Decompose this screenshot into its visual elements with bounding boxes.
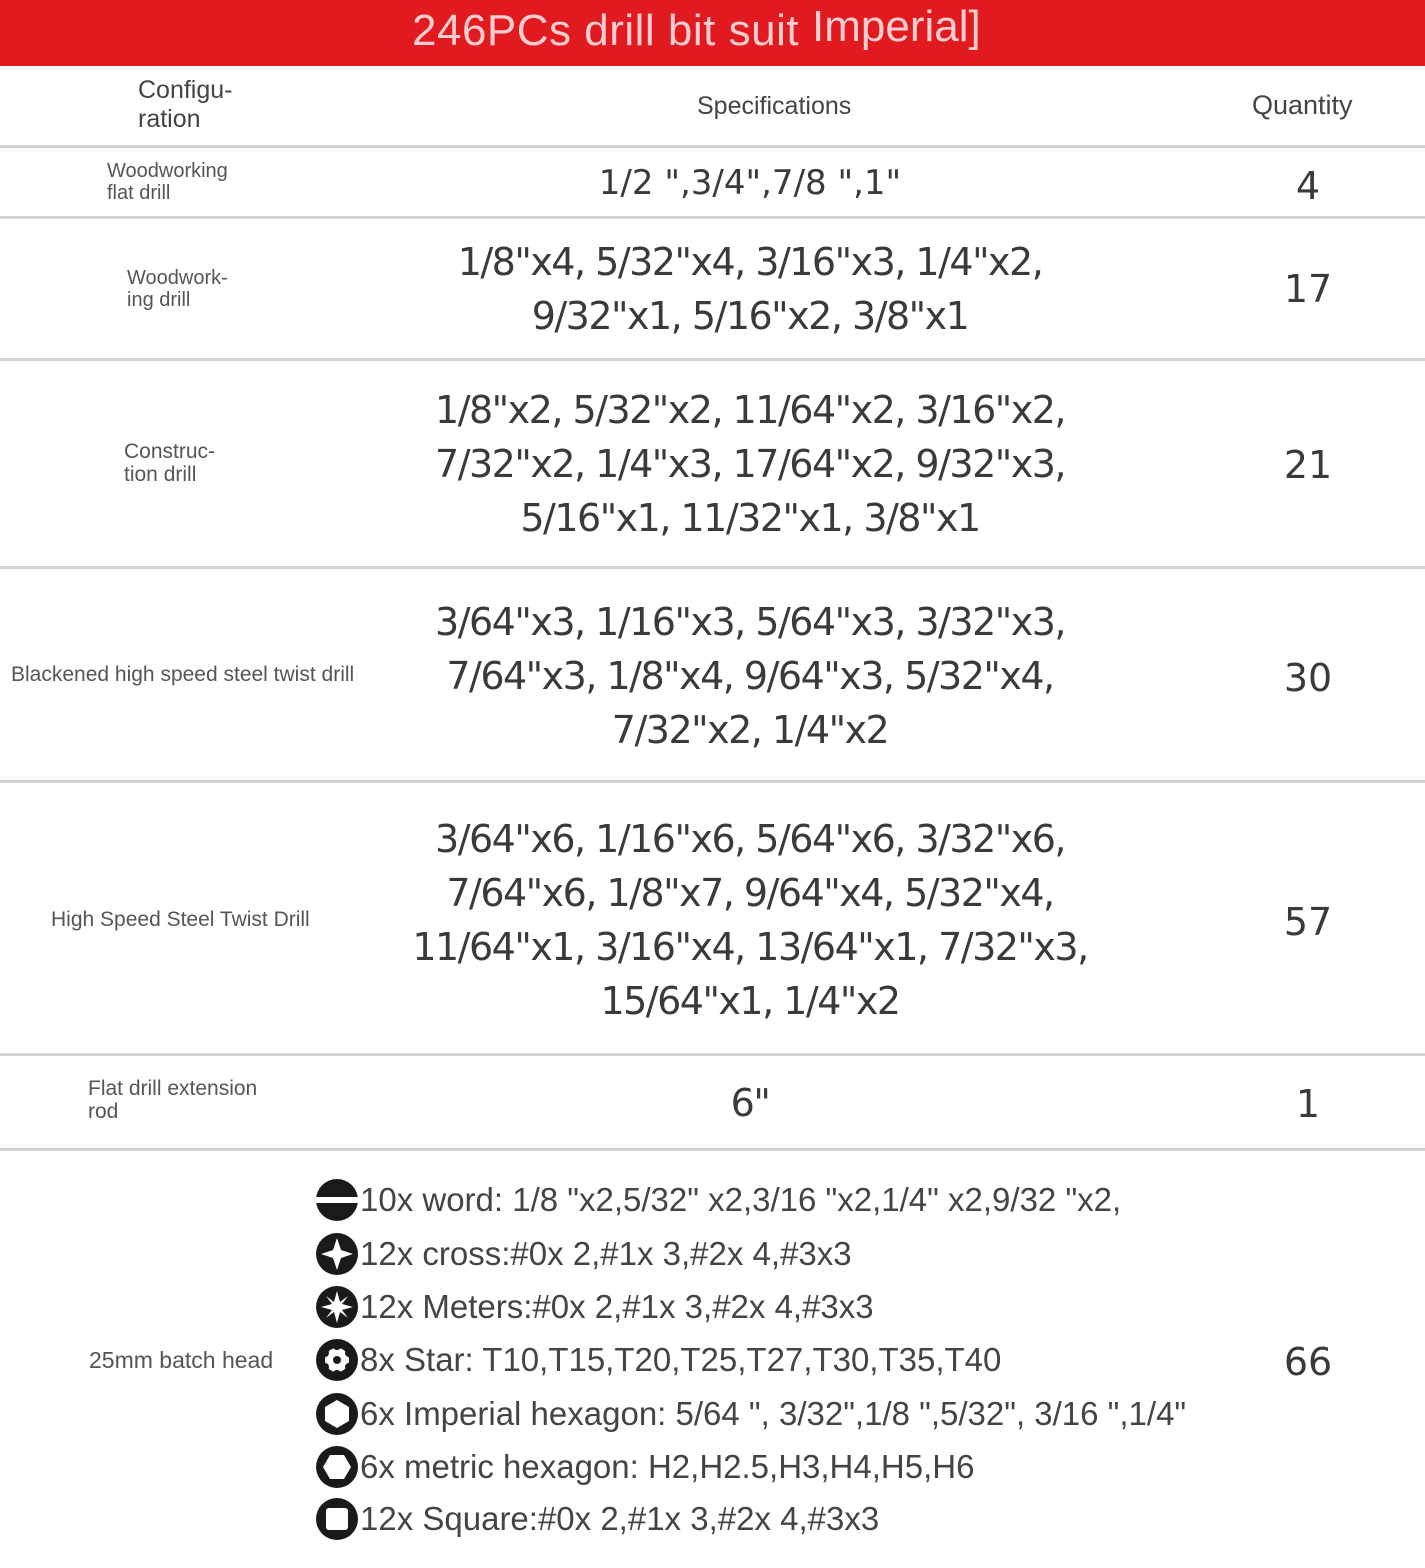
row-spec: 6" bbox=[730, 1081, 770, 1125]
row-config: Construc- tion drill bbox=[124, 440, 216, 487]
metric-hex-bit-icon bbox=[314, 1444, 360, 1490]
row-spec: 3/64"x3, 1/16"x3, 5/64"x3, 3/32"x3, 7/64"x3, 1/8"x4, 9/64"x3, 5/32"x4, 7/32"x2, 1/4"x2 bbox=[435, 600, 1065, 752]
divider bbox=[0, 216, 1425, 219]
bit-description: 6x Imperial hexagon: 5/64 ", 3/32",1/8 ",5/32", 3/16 ",1/4" bbox=[360, 1395, 1187, 1432]
list-item bbox=[314, 1442, 974, 1492]
row-config: Woodworking flat drill bbox=[107, 160, 228, 204]
phillips-bit-icon bbox=[314, 1231, 360, 1277]
divider bbox=[0, 1148, 1425, 1151]
divider bbox=[0, 145, 1425, 148]
row-quantity: 66 bbox=[1283, 1340, 1333, 1384]
list-item bbox=[314, 1175, 1121, 1225]
row-quantity: 4 bbox=[1295, 164, 1321, 208]
square-bit-icon bbox=[314, 1496, 360, 1542]
header-quantity: Quantity bbox=[1252, 90, 1353, 120]
list-item bbox=[314, 1494, 879, 1544]
list-item bbox=[314, 1389, 1186, 1439]
bit-description: 6x metric hexagon: H2,H2.5,H3,H4,H5,H6 bbox=[360, 1448, 975, 1485]
row-config: 25mm batch head bbox=[89, 1347, 274, 1373]
header-configuration: Configu- ration bbox=[138, 76, 233, 133]
row-quantity: 57 bbox=[1283, 900, 1333, 944]
row-spec: 3/64"x6, 1/16"x6, 5/64"x6, 3/32"x6, 7/64"x6, 1/8"x7, 9/64"x4, 5/32"x4, 11/64"x1, 3/16"x4, 13/64"x1, 7/32"x3, 15/64"x1, 1/4"x2 bbox=[412, 817, 1088, 1023]
row-config: Blackened high speed steel twist drill bbox=[11, 663, 355, 686]
list-item bbox=[314, 1229, 852, 1279]
row-quantity: 21 bbox=[1283, 443, 1333, 487]
title-suffix: Imperial] bbox=[812, 2, 981, 51]
divider bbox=[0, 358, 1425, 361]
list-item bbox=[314, 1282, 874, 1332]
row-config: Woodwork- ing drill bbox=[127, 267, 228, 311]
row-quantity: 30 bbox=[1283, 656, 1333, 700]
list-item bbox=[314, 1335, 1001, 1385]
bit-description: 12x cross:#0x 2,#1x 3,#2x 4,#3x3 bbox=[360, 1235, 852, 1272]
title-text: 246PCs drill bit suit bbox=[412, 6, 800, 55]
row-quantity: 17 bbox=[1283, 267, 1333, 311]
row-quantity: 1 bbox=[1295, 1082, 1321, 1126]
divider bbox=[0, 780, 1425, 783]
bit-description: 10x word: 1/8 "x2,5/32" x2,3/16 "x2,1/4" x2,9/32 "x2, bbox=[360, 1181, 1122, 1218]
imperial-hex-bit-icon bbox=[314, 1391, 360, 1437]
pozidriv-bit-icon bbox=[314, 1284, 360, 1330]
row-spec: 1/8"x2, 5/32"x2, 11/64"x2, 3/16"x2, 7/32"x2, 1/4"x3, 17/64"x2, 9/32"x3, 5/16"x1, 11/32"x1, 3/8"x1 bbox=[435, 388, 1065, 540]
divider bbox=[0, 566, 1425, 569]
divider bbox=[0, 1053, 1425, 1056]
bit-description: 12x Meters:#0x 2,#1x 3,#2x 4,#3x3 bbox=[360, 1288, 874, 1325]
row-spec: 1/2 ",3/4",7/8 ",1" bbox=[598, 163, 902, 203]
bit-description: 12x Square:#0x 2,#1x 3,#2x 4,#3x3 bbox=[360, 1500, 880, 1537]
header-specifications: Specifications bbox=[697, 92, 852, 120]
torx-bit-icon bbox=[314, 1337, 360, 1383]
slotted-bit-icon bbox=[314, 1177, 360, 1223]
row-config: High Speed Steel Twist Drill bbox=[51, 908, 310, 931]
title-banner bbox=[0, 0, 1425, 66]
row-spec: 1/8"x4, 5/32"x4, 3/16"x3, 1/4"x2, 9/32"x1, 5/16"x2, 3/8"x1 bbox=[457, 240, 1043, 338]
bit-description: 8x Star: T10,T15,T20,T25,T27,T30,T35,T40 bbox=[360, 1341, 1002, 1378]
row-config: Flat drill extension rod bbox=[88, 1077, 258, 1124]
